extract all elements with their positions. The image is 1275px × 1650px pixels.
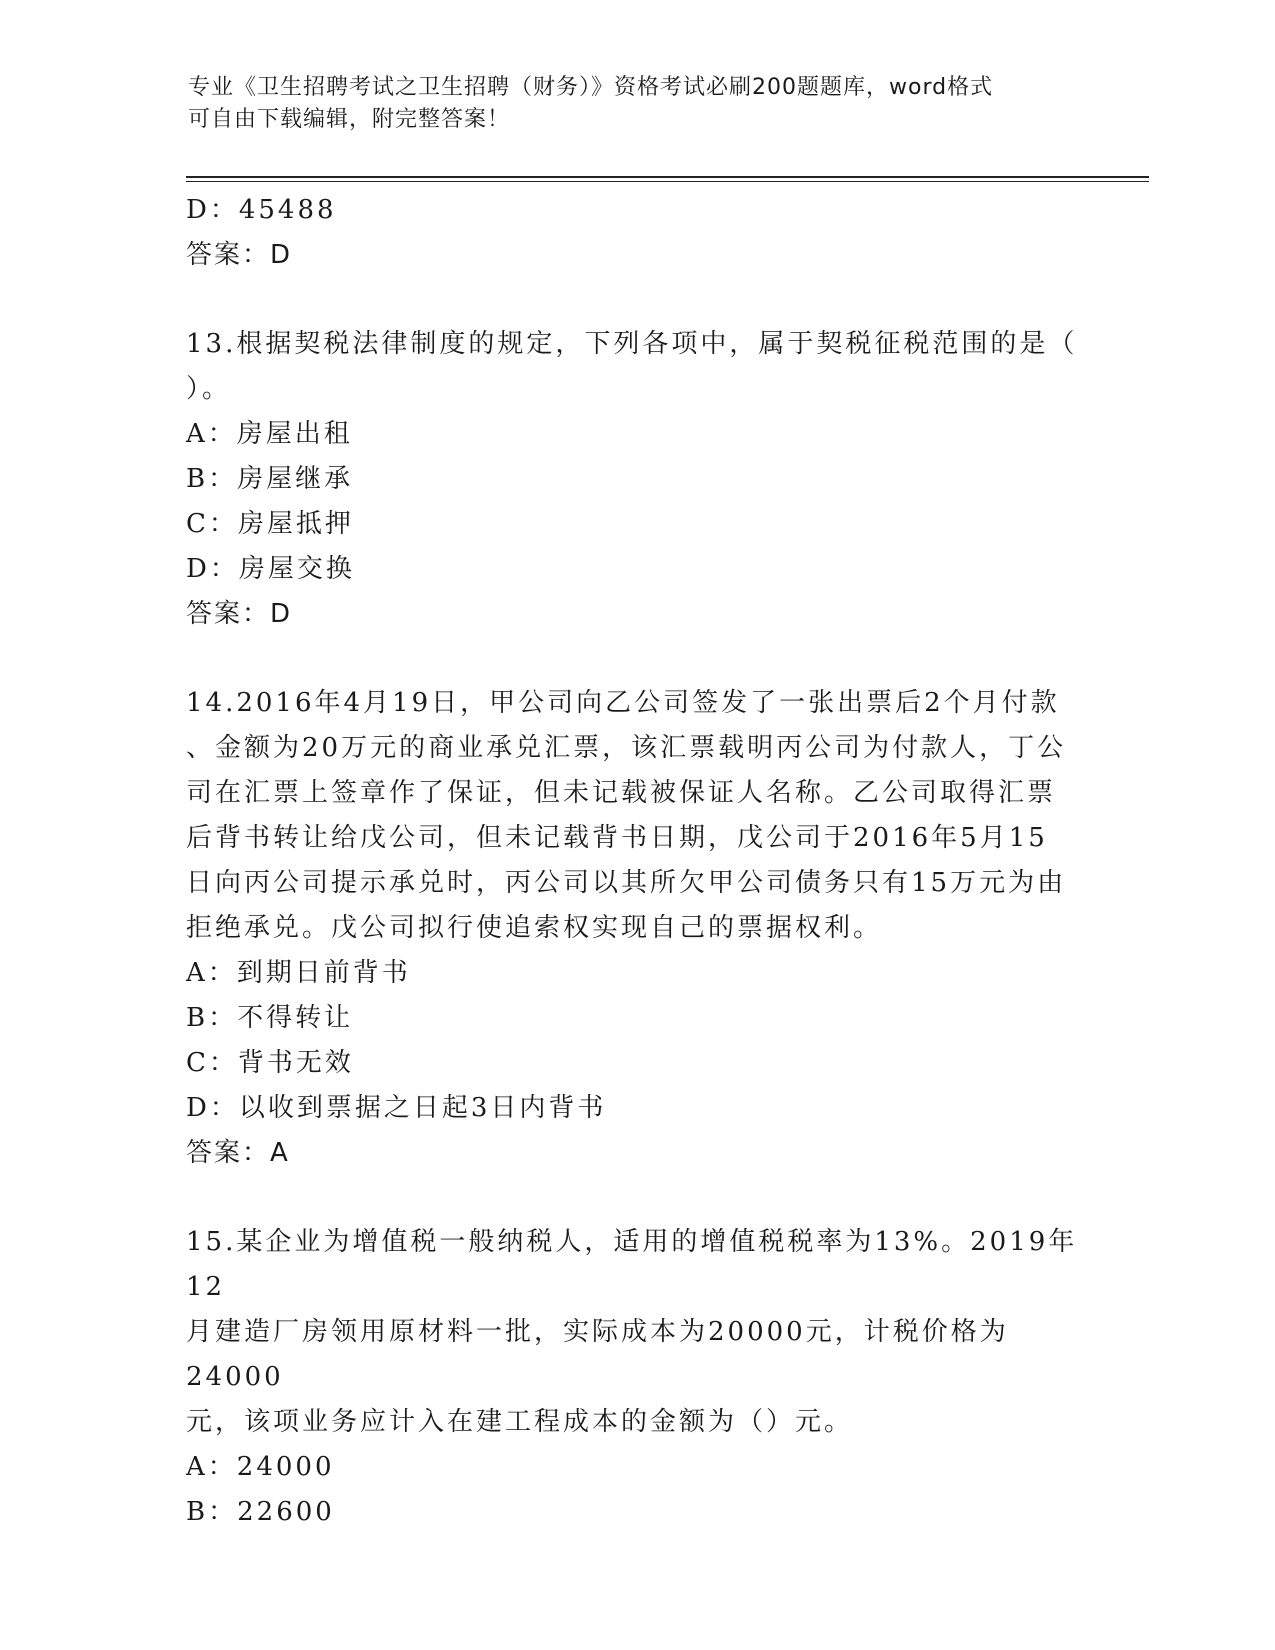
question-stem-line: ）。 bbox=[186, 374, 232, 404]
header-line-1: 专业《卫生招聘考试之卫生招聘（财务）》资格考试必刷200题题库，word格式 bbox=[188, 75, 994, 100]
document-header bbox=[188, 72, 1068, 136]
option-d: D：以收到票据之日起3日内背书 bbox=[186, 1093, 607, 1123]
question-14 bbox=[186, 681, 1086, 1176]
option-b: B：房屋继承 bbox=[186, 464, 354, 494]
previous-question-tail bbox=[186, 188, 1086, 278]
question-stem-line: 13.根据契税法律制度的规定，下列各项中，属于契税征税范围的是（ bbox=[186, 329, 1078, 359]
option-a: A：房屋出租 bbox=[186, 419, 353, 449]
question-stem-line: 日向丙公司提示承兑时，丙公司以其所欠甲公司债务只有15万元为由 bbox=[186, 868, 1067, 898]
question-stem-line: 司在汇票上签章作了保证，但未记载被保证人名称。乙公司取得汇票 bbox=[186, 778, 1057, 808]
question-stem-line: 月建造厂房领用原材料一批，实际成本为20000元，计税价格为24000 bbox=[186, 1317, 1009, 1392]
option-a: A：到期日前背书 bbox=[186, 958, 411, 988]
question-stem-line: 15.某企业为增值税一般纳税人，适用的增值税税率为13%。2019年12 bbox=[186, 1227, 1078, 1302]
question-13 bbox=[186, 322, 1086, 637]
answer: 答案：A bbox=[186, 1138, 290, 1168]
question-stem-line: 元，该项业务应计入在建工程成本的金额为（）元。 bbox=[186, 1407, 854, 1437]
header-line-2: 可自由下载编辑，附完整答案！ bbox=[188, 107, 511, 132]
option-d: D：45488 bbox=[186, 195, 337, 225]
question-15 bbox=[186, 1220, 1086, 1535]
header-rule-thin bbox=[186, 181, 1149, 182]
option-d: D：房屋交换 bbox=[186, 554, 355, 584]
option-c: C：背书无效 bbox=[186, 1048, 354, 1078]
option-b: B：不得转让 bbox=[186, 1003, 354, 1033]
document-body bbox=[186, 188, 1086, 1535]
header-rule-thick bbox=[186, 176, 1149, 178]
answer: 答案：D bbox=[186, 599, 293, 629]
question-stem-line: 、金额为20万元的商业承兑汇票，该汇票载明丙公司为付款人，丁公 bbox=[186, 733, 1067, 763]
option-b: B：22600 bbox=[186, 1497, 335, 1527]
question-stem-line: 后背书转让给戊公司，但未记载背书日期，戊公司于2016年5月15 bbox=[186, 823, 1048, 853]
answer: 答案：D bbox=[186, 240, 293, 270]
question-stem-line: 14.2016年4月19日，甲公司向乙公司签发了一张出票后2个月付款 bbox=[186, 688, 1060, 718]
option-c: C：房屋抵押 bbox=[186, 509, 354, 539]
question-stem-line: 拒绝承兑。戊公司拟行使追索权实现自己的票据权利。 bbox=[186, 913, 883, 943]
option-a: A：24000 bbox=[186, 1452, 335, 1482]
